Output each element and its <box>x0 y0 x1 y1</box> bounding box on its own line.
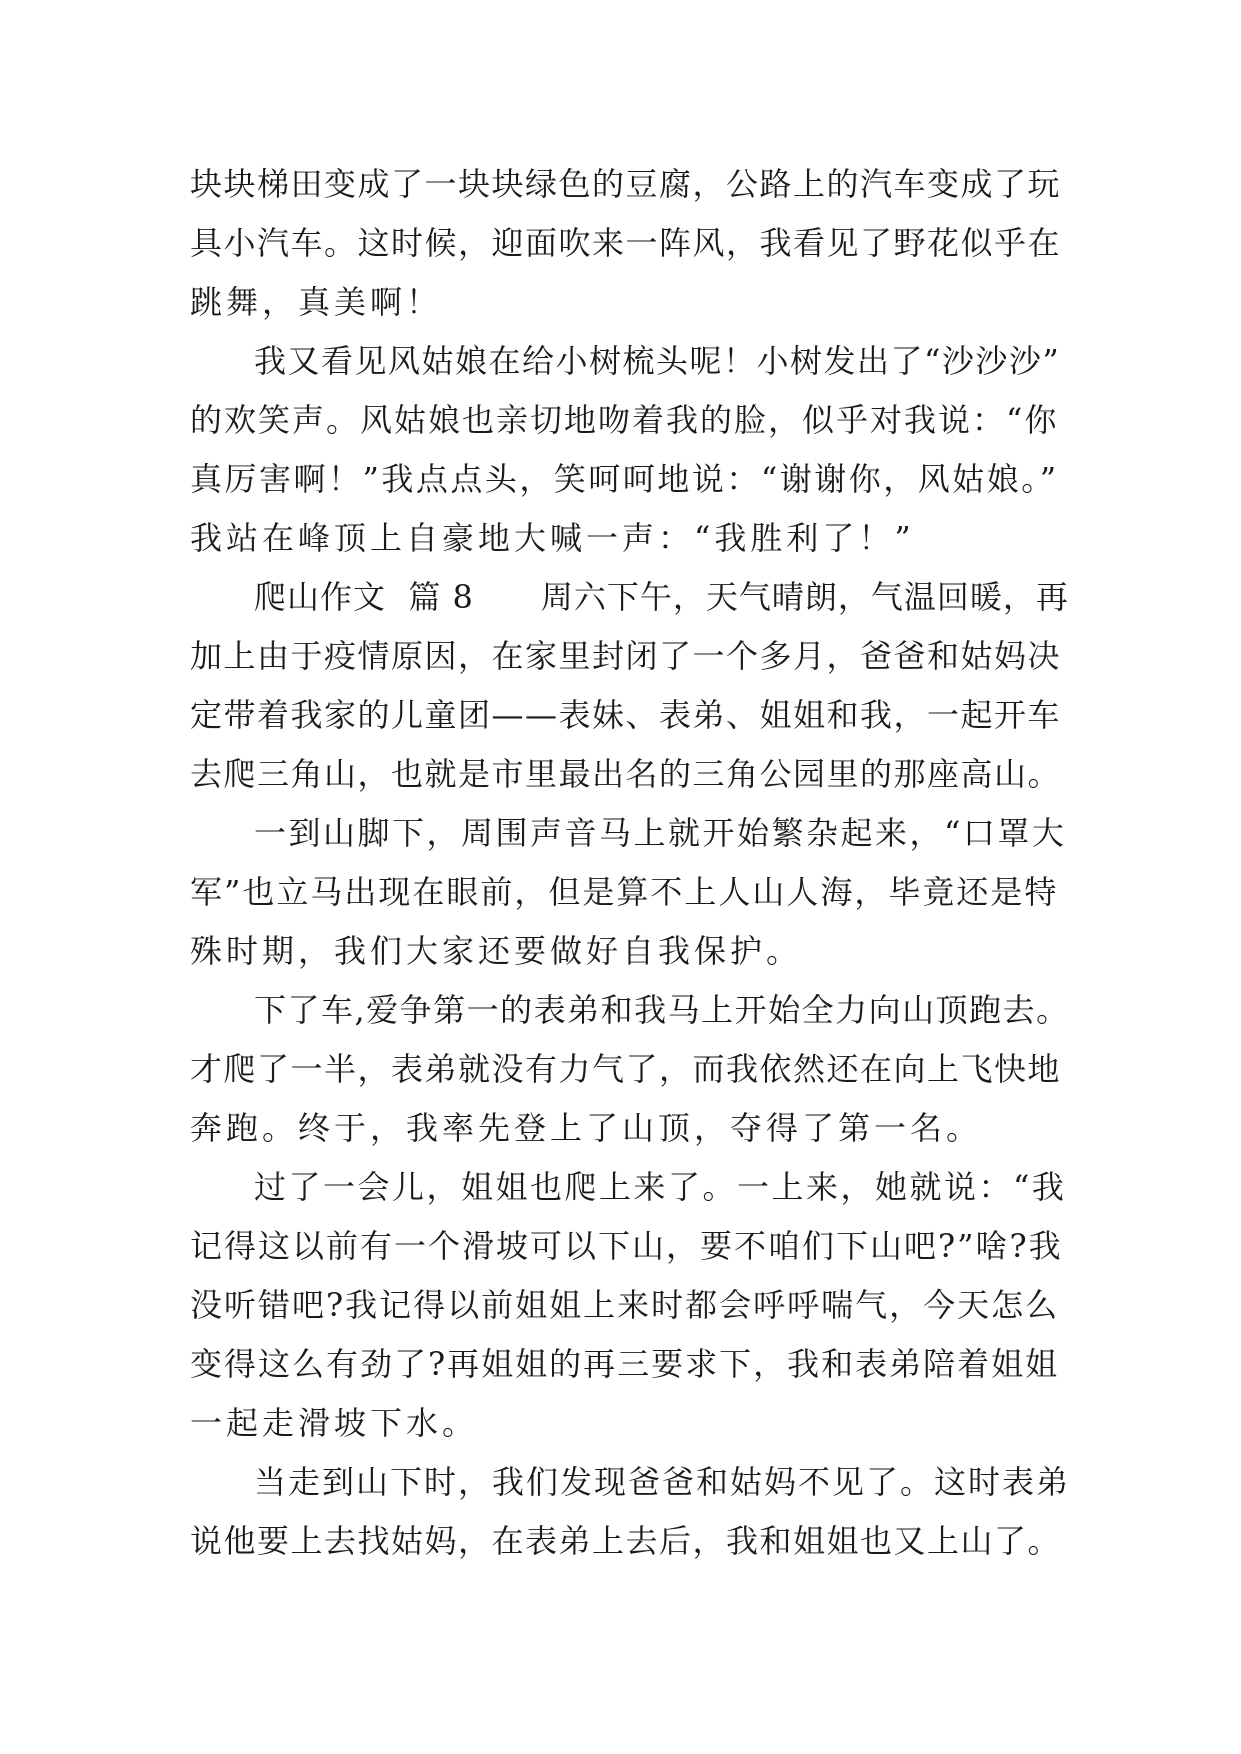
text-line: 变得这么有劲了?再姐姐的再三要求下，我和表弟陪着姐姐 <box>190 1345 1060 1383</box>
text-line: 块块梯田变成了一块块绿色的豆腐，公路上的汽车变成了玩 <box>190 165 1062 203</box>
text-line: 定带着我家的儿童团——表妹、表弟、姐姐和我，一起开车 <box>190 696 1062 734</box>
text-line: 去爬三角山，也就是市里最出名的三角公园里的那座高山。 <box>190 755 1062 793</box>
text-line: 殊时期，我们大家还要做好自我保护。 <box>190 932 803 970</box>
text-line: 下了车,爱争第一的表弟和我马上开始全力向山顶跑去。 <box>254 991 1070 1029</box>
text-line: 跳舞，真美啊！ <box>190 283 443 321</box>
text-line: 没听错吧?我记得以前姐姐上来时都会呼呼喘气，今天怎么 <box>190 1286 1060 1324</box>
text-line: 过了一会儿，姐姐也爬上来了。一上来，她就说：“我 <box>254 1168 1067 1206</box>
text-line: 当走到山下时，我们发现爸爸和姑妈不见了。这时表弟 <box>254 1463 1071 1501</box>
text-line: 奔跑。终于，我率先登上了山顶，夺得了第一名。 <box>190 1109 983 1147</box>
text-line: 具小汽车。这时候，迎面吹来一阵风，我看见了野花似乎在 <box>190 224 1062 262</box>
text-line: 真厉害啊！”我点点头，笑呵呵地说：“谢谢你，风姑娘。” <box>190 460 1059 498</box>
section-heading-line: 爬山作文 篇 8 周六下午，天气晴朗，气温回暖，再 <box>254 578 1069 616</box>
text-line: 军”也立马出现在眼前，但是算不上人山人海，毕竟还是特 <box>190 873 1059 911</box>
text-line: 记得这以前有一个滑坡可以下山，要不咱们下山吧?”啥?我 <box>190 1227 1063 1265</box>
text-line: 加上由于疫情原因，在家里封闭了一个多月，爸爸和姑妈决 <box>190 637 1062 675</box>
text-line: 说他要上去找姑妈，在表弟上去后，我和姐姐也又上山了。 <box>190 1522 1062 1560</box>
text-line: 我又看见风姑娘在给小树梳头呢！小树发出了“沙沙沙” <box>254 342 1061 380</box>
text-line: 才爬了一半，表弟就没有力气了，而我依然还在向上飞快地 <box>190 1050 1062 1088</box>
article-body <box>190 155 1070 1571</box>
text-line: 一到山脚下，周围声音马上就开始繁杂起来，“口罩大 <box>254 814 1067 852</box>
text-line: 我站在峰顶上自豪地大喊一声：“我胜利了！” <box>190 519 915 557</box>
text-line: 的欢笑声。风姑娘也亲切地吻着我的脸，似乎对我说：“你 <box>190 401 1059 439</box>
text-line: 一起走滑坡下水。 <box>190 1404 479 1442</box>
